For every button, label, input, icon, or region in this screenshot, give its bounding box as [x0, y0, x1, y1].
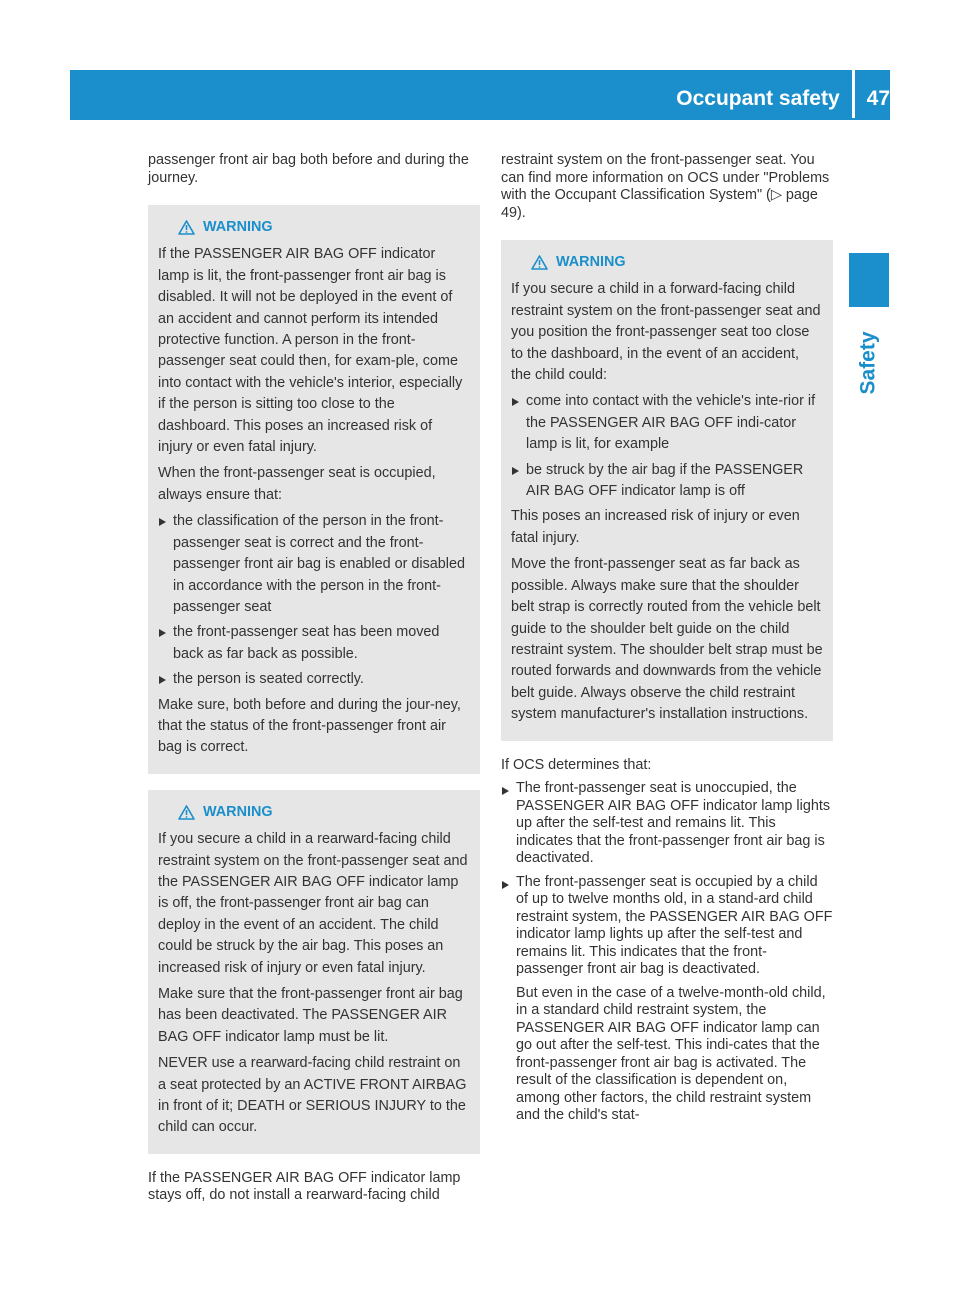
left-intro: passenger front air bag both before and during the journey.	[148, 152, 469, 186]
page-number: 47	[866, 87, 890, 110]
ocs-section	[501, 757, 833, 1125]
ocs-sub-paragraph: But even in the case of a twelve-month-old child, in a standard child restraint system, the PASSENGER AIR BAG OFF indicator lamp can go out after the self-test. This indi-cates that the front-passenger front air bag is activated. The result of the classification is dependent on, among other factors, the child restraint system and the child's stat-	[516, 984, 826, 1124]
bullet-item: the person is seated correctly.	[158, 669, 470, 690]
warning-text: Make sure that the front-passenger front air bag has been deactivated. The PASSENGER AIR BAG OFF indicator lamp must be lit.	[158, 986, 463, 1045]
warning-text: If the PASSENGER AIR BAG OFF indicator lamp is lit, the front-passenger front air bag is disabled. It will not be deployed in the event of an accident and cannot perform its intended protective function. A person in the front-passenger seat could then, for exam-ple, come into contact with the vehicle's interior, especially if the person is sitting too close to the dashboard. This poses an increased risk of injury or even fatal injury.	[158, 246, 463, 456]
warning-title: WARNING	[556, 254, 626, 270]
warning-text: If you secure a child in a rearward-facing child restraint system on the front-passenger seat and the PASSENGER AIR BAG OFF indicator lamp is off, the front-passenger front air bag can deploy in the event of an accident. The child could be struck by the air bag. This poses an increased risk of injury or even fatal injury.	[158, 831, 468, 976]
warning-triangle-icon	[178, 805, 195, 820]
ocs-intro: If OCS determines that:	[501, 756, 652, 773]
warning-title: WARNING	[203, 803, 273, 820]
section-title: Occupant safety	[676, 87, 840, 110]
warning-box-1	[148, 205, 480, 774]
bullet-item: be struck by the air bag if the PASSENGER AIR BAG OFF indicator lamp is off	[511, 460, 823, 503]
bullet-item: come into contact with the vehicle's inte-rior if the PASSENGER AIR BAG OFF indi-cator lamp is lit, for example	[511, 391, 823, 455]
side-tab-marker	[849, 253, 889, 307]
warning-header	[511, 252, 823, 273]
bullet-item: The front-passenger seat is occupied by a child of up to twelve months old, in a stand-ard child restraint system, the PASSENGER AIR BAG OFF indicator lamp lights up after the self-test and remains lit. This indicates that the front-passenger front air bag is deactivated.	[501, 874, 833, 979]
bullet-item: the classification of the person in the front-passenger seat is correct and the front-passenger front air bag is enabled or disabled in accordance with the person in the front-passenger seat	[158, 511, 470, 618]
warning-text: When the front-passenger seat is occupied, always ensure that:	[158, 465, 436, 503]
left-outro: If the PASSENGER AIR BAG OFF indicator lamp stays off, do not install a rearward-facing child	[148, 1169, 461, 1204]
right-intro-text: restraint system on the front-passenger seat. You can find more information on OCS under "Problems with the Occupant Classification System" (	[501, 152, 830, 203]
warning-header	[158, 802, 470, 823]
page-ref-arrow[interactable]: ▷	[770, 187, 782, 203]
right-intro-page-ref[interactable]: page 49).	[501, 187, 818, 221]
warning-text: Make sure, both before and during the jour-ney, that the status of the front-passenger front air bag is correct.	[158, 696, 461, 756]
warning-text: Move the front-passenger seat as far back as possible. Always make sure that the shoulder belt strap is correctly routed from the vehicle belt guide to the shoulder belt guide on the child restraint system. The shoulder belt strap must be routed forwards and downwards from the vehicle belt guide. Always observe the child restraint system manufacturer's installation instructions.	[511, 556, 823, 723]
warning-text: NEVER use a rearward-facing child restraint on a seat protected by an ACTIVE FRONT AIRBAG in front of it; DEATH or SERIOUS INJURY to the child can occur.	[158, 1055, 467, 1136]
header-title	[676, 84, 890, 114]
right-intro	[501, 152, 833, 222]
warning-triangle-icon	[178, 220, 195, 235]
warning-title: WARNING	[203, 219, 273, 235]
bullet-item: The front-passenger seat is unoccupied, the PASSENGER AIR BAG OFF indicator lamp lights up after the self-test and remains lit. This indicates that the front-passenger front air bag is deactivated.	[501, 780, 833, 868]
header-separator	[852, 70, 855, 118]
warning-text: If you secure a child in a forward-facing child restraint system on the front-passenger seat and you position the front-passenger seat too close to the dashboard, in the event of an accident, the child could:	[511, 281, 821, 384]
side-tab-text: Safety	[857, 331, 880, 395]
warning-box-3	[501, 240, 833, 741]
warning-triangle-icon	[531, 255, 548, 270]
left-column	[148, 152, 480, 1205]
bullet-item: the front-passenger seat has been moved back as far back as possible.	[158, 622, 470, 665]
warning-text: This poses an increased risk of injury or even fatal injury.	[511, 508, 800, 546]
warning-box-2	[148, 790, 480, 1154]
side-tab-label	[849, 318, 889, 408]
right-column	[501, 152, 833, 1125]
warning-header	[158, 217, 470, 238]
